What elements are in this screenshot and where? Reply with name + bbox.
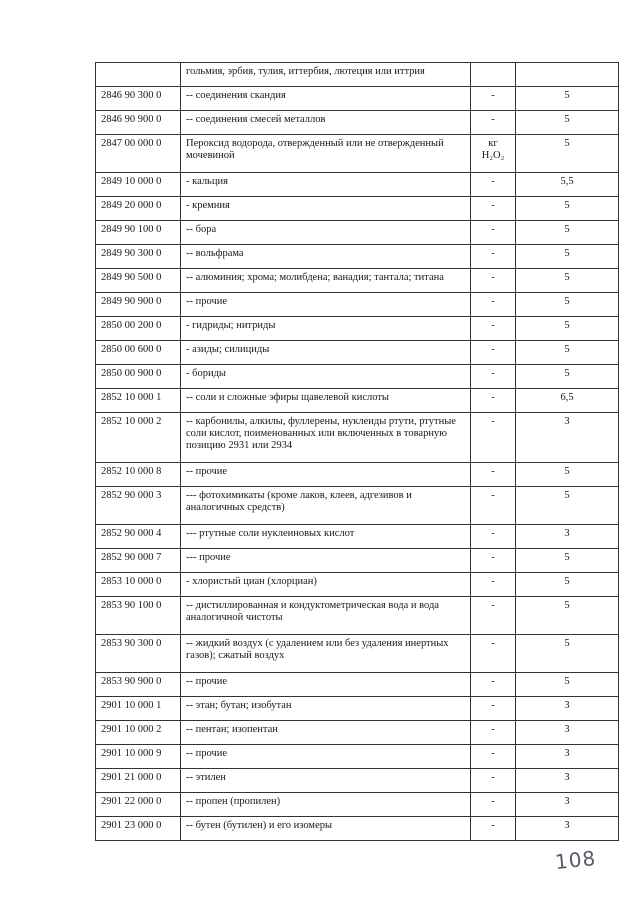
unit-cell (471, 597, 516, 635)
table-row (96, 197, 619, 221)
unit-cell (471, 635, 516, 673)
commodity-code-cell: 2849 90 300 0 (96, 245, 181, 269)
unit-cell (471, 389, 516, 413)
description-cell: --- ртутные соли нуклеиновых кислот (181, 525, 471, 549)
table-row (96, 793, 619, 817)
commodity-code-cell (96, 63, 181, 87)
duty-rate-cell: 5 (516, 597, 619, 635)
unit-cell (471, 173, 516, 197)
table-row (96, 413, 619, 463)
unit-cell (471, 463, 516, 487)
unit-label: - (491, 416, 495, 427)
table-row (96, 111, 619, 135)
unit-label: - (491, 320, 495, 331)
unit-cell (471, 673, 516, 697)
unit-cell (471, 341, 516, 365)
commodity-code-cell: 2852 90 000 4 (96, 525, 181, 549)
duty-rate-cell: 3 (516, 817, 619, 841)
unit-cell (471, 87, 516, 111)
table-row (96, 135, 619, 173)
description-cell: -- этилен (181, 769, 471, 793)
duty-rate-cell: 5 (516, 365, 619, 389)
duty-rate-cell: 5 (516, 87, 619, 111)
duty-rate-cell: 5 (516, 317, 619, 341)
duty-rate-cell (516, 63, 619, 87)
commodity-code-cell: 2846 90 300 0 (96, 87, 181, 111)
commodity-code-cell: 2846 90 900 0 (96, 111, 181, 135)
commodity-code-cell: 2850 00 900 0 (96, 365, 181, 389)
duty-rate-cell: 5 (516, 269, 619, 293)
unit-label: - (491, 200, 495, 211)
unit-cell (471, 197, 516, 221)
table-row (96, 673, 619, 697)
description-cell: -- соединения смесей металлов (181, 111, 471, 135)
description-cell: -- соли и сложные эфиры щавелевой кислоты (181, 389, 471, 413)
description-cell: - кремния (181, 197, 471, 221)
duty-rate-cell: 3 (516, 413, 619, 463)
description-cell: -- пентан; изопентан (181, 721, 471, 745)
description-cell: -- прочие (181, 463, 471, 487)
unit-cell (471, 245, 516, 269)
unit-label: кг (488, 138, 498, 149)
description-cell: -- карбонилы, алкилы, фуллерены, нуклеиды ртути, ртутные соли кислот, поименованных или включенных в товарную позицию 2931 или 2934 (181, 413, 471, 463)
table-row (96, 365, 619, 389)
table-row (96, 817, 619, 841)
unit-cell (471, 365, 516, 389)
table-row (96, 549, 619, 573)
duty-rate-cell: 3 (516, 745, 619, 769)
description-cell: -- алюминия; хрома; молибдена; ванадия; тантала; титана (181, 269, 471, 293)
duty-rate-cell: 3 (516, 769, 619, 793)
table-row (96, 487, 619, 525)
unit-label: - (491, 296, 495, 307)
description-cell: - гидриды; нитриды (181, 317, 471, 341)
description-cell: -- прочие (181, 293, 471, 317)
commodity-code-cell: 2852 90 000 3 (96, 487, 181, 525)
duty-rate-cell: 5 (516, 111, 619, 135)
unit-label: - (491, 676, 495, 687)
commodity-code-cell: 2901 10 000 1 (96, 697, 181, 721)
unit-label: - (491, 552, 495, 563)
duty-rate-cell: 6,5 (516, 389, 619, 413)
unit-cell (471, 63, 516, 87)
unit-cell (471, 549, 516, 573)
description-cell: Пероксид водорода, отвержденный или не отвержденный мочевиной (181, 135, 471, 173)
unit-cell (471, 573, 516, 597)
table-row (96, 769, 619, 793)
commodity-code-cell: 2901 21 000 0 (96, 769, 181, 793)
commodity-code-cell: 2849 90 500 0 (96, 269, 181, 293)
table-row (96, 221, 619, 245)
unit-label: - (491, 368, 495, 379)
unit-cell (471, 487, 516, 525)
unit-label: - (491, 796, 495, 807)
table-row (96, 721, 619, 745)
commodity-code-cell: 2901 23 000 0 (96, 817, 181, 841)
unit-label: - (491, 724, 495, 735)
unit-cell (471, 317, 516, 341)
duty-rate-cell: 5 (516, 487, 619, 525)
description-cell: -- бора (181, 221, 471, 245)
commodity-code-cell: 2852 90 000 7 (96, 549, 181, 573)
commodity-code-cell: 2850 00 600 0 (96, 341, 181, 365)
unit-label: - (491, 528, 495, 539)
table-row (96, 573, 619, 597)
duty-rate-cell: 5 (516, 197, 619, 221)
description-cell: -- жидкий воздух (с удалением или без удаления инертных газов); сжатый воздух (181, 635, 471, 673)
unit-cell (471, 135, 516, 173)
unit-label: - (491, 466, 495, 477)
description-cell: -- пропен (пропилен) (181, 793, 471, 817)
duty-rate-cell: 5 (516, 341, 619, 365)
commodity-code-cell: 2847 00 000 0 (96, 135, 181, 173)
commodity-code-cell: 2853 10 000 0 (96, 573, 181, 597)
unit-cell (471, 745, 516, 769)
table-row (96, 525, 619, 549)
table-row (96, 745, 619, 769)
unit-label-secondary: H₂O₂ (481, 150, 505, 161)
unit-label: - (491, 392, 495, 403)
tariff-table (95, 62, 619, 841)
table-row (96, 697, 619, 721)
unit-label: - (491, 600, 495, 611)
description-cell: -- дистиллированная и кондуктометрическая вода и вода аналогичной чистоты (181, 597, 471, 635)
table-row (96, 341, 619, 365)
duty-rate-cell: 5 (516, 673, 619, 697)
description-cell: --- прочие (181, 549, 471, 573)
table-row (96, 269, 619, 293)
commodity-code-cell: 2901 10 000 9 (96, 745, 181, 769)
table-row (96, 597, 619, 635)
commodity-code-cell: 2852 10 000 8 (96, 463, 181, 487)
unit-cell (471, 769, 516, 793)
unit-label: - (491, 90, 495, 101)
unit-label: - (491, 748, 495, 759)
description-cell: - хлористый циан (хлорциан) (181, 573, 471, 597)
duty-rate-cell: 5 (516, 293, 619, 317)
commodity-code-cell: 2853 90 300 0 (96, 635, 181, 673)
commodity-code-cell: 2901 22 000 0 (96, 793, 181, 817)
description-cell: -- прочие (181, 673, 471, 697)
duty-rate-cell: 3 (516, 697, 619, 721)
unit-label: - (491, 344, 495, 355)
handwritten-page-number: 108 (553, 845, 598, 875)
unit-cell (471, 293, 516, 317)
unit-label: - (491, 248, 495, 259)
description-cell: -- соединения скандия (181, 87, 471, 111)
unit-label: - (491, 490, 495, 501)
description-cell: - бориды (181, 365, 471, 389)
duty-rate-cell: 3 (516, 793, 619, 817)
commodity-code-cell: 2853 90 900 0 (96, 673, 181, 697)
table-row (96, 63, 619, 87)
commodity-code-cell: 2849 90 900 0 (96, 293, 181, 317)
description-cell: --- фотохимикаты (кроме лаков, клеев, адгезивов и аналогичных средств) (181, 487, 471, 525)
description-cell: гольмия, эрбия, тулия, иттербия, лютеция или иттрия (181, 63, 471, 87)
commodity-code-cell: 2849 20 000 0 (96, 197, 181, 221)
tariff-table-body (96, 63, 619, 841)
commodity-code-cell: 2852 10 000 1 (96, 389, 181, 413)
table-row (96, 173, 619, 197)
unit-label: - (491, 638, 495, 649)
description-cell: -- вольфрама (181, 245, 471, 269)
commodity-code-cell: 2853 90 100 0 (96, 597, 181, 635)
unit-label: - (491, 176, 495, 187)
description-cell: -- этан; бутан; изобутан (181, 697, 471, 721)
table-row (96, 293, 619, 317)
unit-cell (471, 111, 516, 135)
description-cell: -- прочие (181, 745, 471, 769)
unit-label: - (491, 224, 495, 235)
unit-cell (471, 525, 516, 549)
unit-label: - (491, 272, 495, 283)
unit-cell (471, 413, 516, 463)
duty-rate-cell: 5,5 (516, 173, 619, 197)
commodity-code-cell: 2852 10 000 2 (96, 413, 181, 463)
commodity-code-cell: 2849 90 100 0 (96, 221, 181, 245)
unit-cell (471, 817, 516, 841)
table-row (96, 245, 619, 269)
duty-rate-cell: 5 (516, 245, 619, 269)
table-row (96, 389, 619, 413)
unit-cell (471, 269, 516, 293)
table-row (96, 635, 619, 673)
unit-label: - (491, 772, 495, 783)
duty-rate-cell: 5 (516, 135, 619, 173)
duty-rate-cell: 5 (516, 635, 619, 673)
unit-cell (471, 721, 516, 745)
unit-label: - (491, 114, 495, 125)
description-cell: -- бутен (бутилен) и его изомеры (181, 817, 471, 841)
unit-cell (471, 697, 516, 721)
unit-cell (471, 221, 516, 245)
table-row (96, 87, 619, 111)
table-row (96, 317, 619, 341)
commodity-code-cell: 2850 00 200 0 (96, 317, 181, 341)
table-row (96, 463, 619, 487)
commodity-code-cell: 2849 10 000 0 (96, 173, 181, 197)
duty-rate-cell: 5 (516, 221, 619, 245)
unit-cell (471, 793, 516, 817)
duty-rate-cell: 3 (516, 721, 619, 745)
duty-rate-cell: 3 (516, 525, 619, 549)
duty-rate-cell: 5 (516, 549, 619, 573)
unit-label: - (491, 576, 495, 587)
commodity-code-cell: 2901 10 000 2 (96, 721, 181, 745)
duty-rate-cell: 5 (516, 463, 619, 487)
description-cell: - азиды; силициды (181, 341, 471, 365)
duty-rate-cell: 5 (516, 573, 619, 597)
unit-label: - (491, 820, 495, 831)
description-cell: - кальция (181, 173, 471, 197)
unit-label: - (491, 700, 495, 711)
